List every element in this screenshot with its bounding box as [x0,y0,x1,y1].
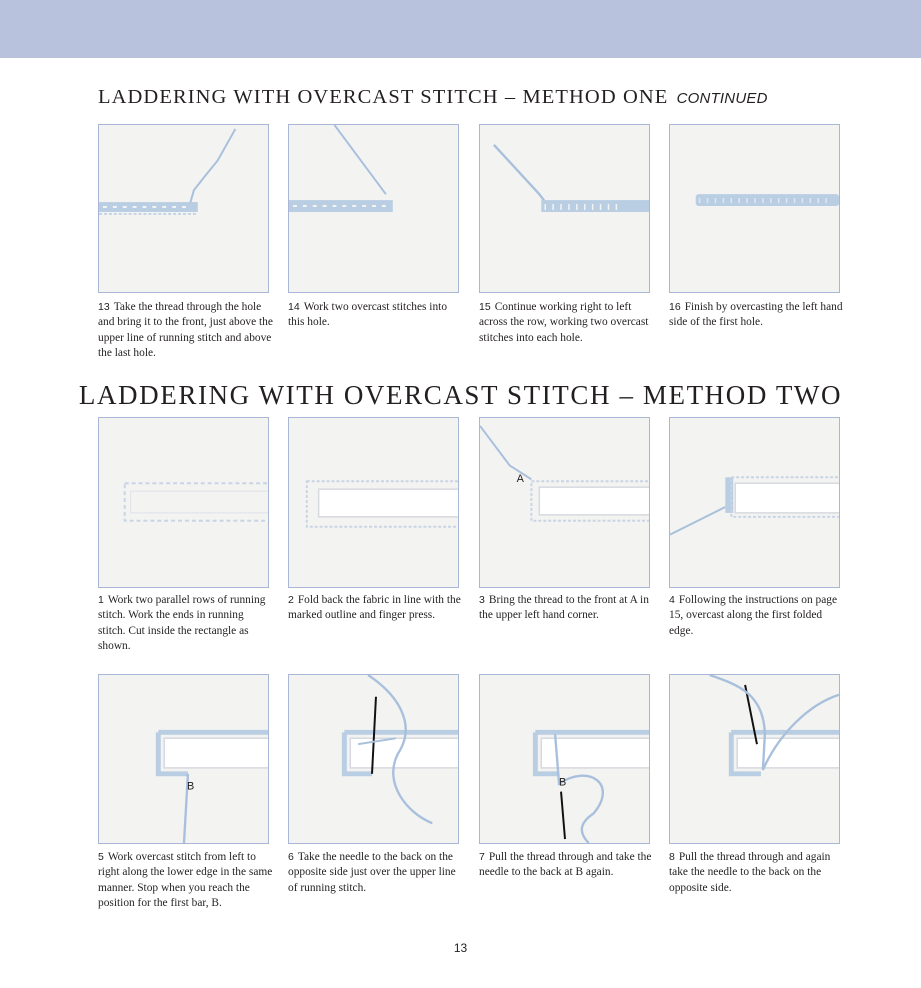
step-number: 15 [479,301,491,313]
step-number: 16 [669,301,681,313]
step-14-photo [288,124,459,293]
step-number: 5 [98,851,104,863]
step-text: Take the thread through the hole and bring it to the front, just above the upper line of running stitch and above the last hole. [98,301,273,359]
step-number: 14 [288,301,300,313]
step-text: Continue working right to left across the row, working two overcast stitches into each hole. [479,301,649,344]
step-8-photo [669,674,840,844]
step-1-caption [98,593,274,654]
step-text: Pull the thread through and again take the needle to the back on the opposite side. [669,851,831,894]
step-text: Work overcast stitch from left to right along the lower edge in the same manner. Stop when you reach the position for the first bar, B. [98,851,273,909]
step-6-caption [288,850,464,896]
step-5-photo [98,674,269,844]
step-6-photo [288,674,459,844]
step-text: Bring the thread to the front at A in the upper left hand corner. [479,594,649,622]
step-number: 2 [288,594,294,606]
step-text: Work two overcast stitches into this hole. [288,301,448,329]
step-2-photo [288,417,459,588]
step-3-caption [479,593,655,624]
step-5-caption [98,850,274,911]
step-text: Finish by overcasting the left hand side of the first hole. [669,301,843,329]
step-7-caption [479,850,655,881]
step-2-caption [288,593,464,624]
step-number: 13 [98,301,110,313]
step-text: Fold back the fabric in line with the marked outline and finger press. [288,594,461,622]
step-14-caption [288,300,464,331]
step-1-photo [98,417,269,588]
step-number: 6 [288,851,294,863]
section-title-text: LADDERING WITH OVERCAST STITCH – METHOD ONE [98,86,669,108]
section-title-method-one [98,86,768,109]
step-3-photo [479,417,650,588]
step-4-photo [669,417,840,588]
step-8-caption [669,850,845,896]
step-text: Pull the thread through and take the needle to the back at B again. [479,851,652,879]
step-16-caption [669,300,845,331]
step-number: 1 [98,594,104,606]
step-number: 4 [669,594,675,606]
step-16-photo [669,124,840,293]
step-text: Take the needle to the back on the opposite side just over the upper line of running stitch. [288,851,456,894]
section-title-suffix: CONTINUED [676,90,768,107]
point-b-label: B [559,776,567,789]
step-text: Following the instructions on page 15, overcast along the first folded edge. [669,594,838,637]
header-band [0,0,921,58]
step-13-photo [98,124,269,293]
step-4-caption [669,593,845,639]
point-a-label: A [516,473,524,486]
step-text: Work two parallel rows of running stitch. Work the ends in running stitch. Cut inside the rectangle as shown. [98,594,266,652]
step-number: 7 [479,851,485,863]
step-number: 3 [479,594,485,606]
page-number: 13 [453,941,468,955]
step-15-caption [479,300,655,346]
step-15-photo [479,124,650,293]
step-7-photo [479,674,650,844]
step-13-caption [98,300,274,361]
point-b-label: B [186,780,195,793]
step-number: 8 [669,851,675,863]
section-title-method-two: LADDERING WITH OVERCAST STITCH – METHOD TWO [78,380,843,410]
